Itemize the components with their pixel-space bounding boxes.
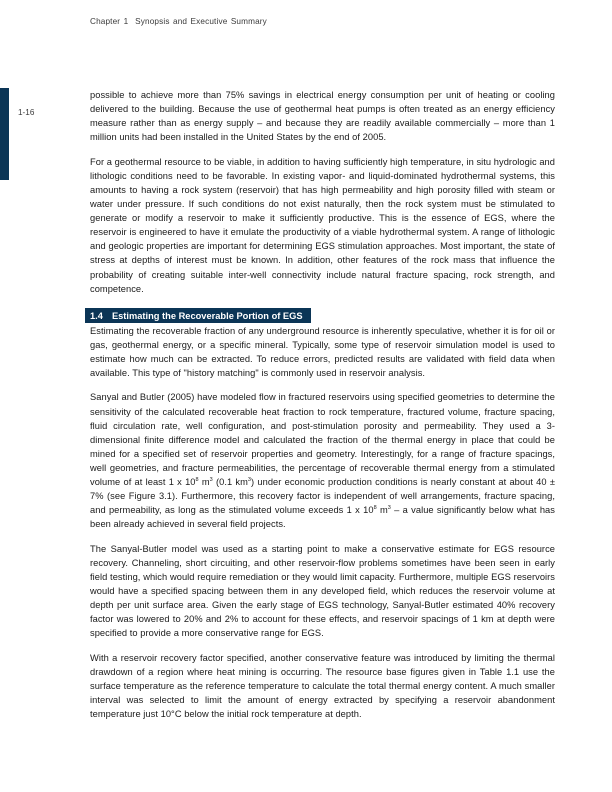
superscript: 3	[247, 477, 252, 484]
page-number: 1-16	[18, 108, 35, 117]
superscript: 8	[373, 505, 377, 512]
paragraph-sanyal-butler: Sanyal and Butler (2005) have modeled flow in fractured reservoirs using specified geometries to determine the sensitivity of the calculated recoverable heat fraction to rock temperature, fractured volume, fracture spacing, fluid circulation rate, well configuration, and post-stimulation porosity and permeability. They used a 3-dimensional finite difference model and calculated the fraction of the thermal energy in place that could be mined for a specified set of reservoir properties and geometry. Interestingly, for a range of fracture spacings, well geometries, and fracture permeabilities, the percentage of recoverable thermal energy from a stimulated volume of at least 1 x $10^8$ $m^3$ (0.1 $km^3$) under economic production conditions is nearly constant at about 40 ± 7% (see Figure 3.1). Furthermore, this recovery factor is independent of well arrangements, fracture spacing, and permeability, as long as the stimulated volume exceeds 1 x $10^8$ $m^3$ – a value significantly below what has been already achieved in several field projects.	[90, 392, 555, 530]
running-header	[90, 17, 267, 26]
paragraph-conservative-estimate: The Sanyal-Butler model was used as a starting point to make a conservative estimate for EGS resource recovery. Channeling, short circuiting, and other reservoir-flow problems sometimes have been seen in early field testing, which would require remediation or they would limit capacity. Furthermore, multiple EGS reservoirs would have a specified spacing between them in any developed field, which reduces the reservoir volume at depth per unit surface area. Given the early stage of EGS technology, Sanyal-Butler estimated 40% recovery factor was lowered to 20% and 2% to account for these effects, and reservoir spacings of 1 km at depth were specified to provide a more conservative range for EGS.	[90, 543, 555, 639]
superscript: 3	[209, 477, 213, 484]
chapter-title: Synopsis and Executive Summary	[135, 17, 267, 26]
chapter-label: Chapter 1	[90, 17, 129, 26]
paragraph-thermal-drawdown: With a reservoir recovery factor specified, another conservative feature was introduced by limiting the thermal drawdown of a region where heat mining is occurring. The resource base figures given in Table 1.1 use the surface temperature as the reference temperature to calculate the total thermal energy content. A much smaller interval was selected to limit the amount of energy extracted by specifying a reservoir abandonment temperature just 10°C below the initial rock temperature at depth.	[90, 652, 555, 720]
section-title: Estimating the Recoverable Portion of EGS	[111, 310, 303, 321]
paragraph-resource-viability: For a geothermal resource to be viable, in addition to having sufficiently high temperature, in situ hydrologic and lithologic conditions need to be favorable. In existing vapor- and liquid-dominated hydrothermal systems, this amounts to having a rock system (reservoir) that has high permeability and high porosity filled with steam or water under pressure. If such conditions do not exist naturally, then the rock system must be stimulated to generate or modify a reservoir to make it sufficiently productive. This is the essence of EGS, where the reservoir is engineered to have it emulate the productivity of a viable hydrothermal system. A range of lithologic and geologic properties are important for determining EGS stimulation approaches. Most important, the state of stress at depths of interest must be known. In addition, other features of the rock mass that influence the probability of creating suitable inter-well connectivity include natural fracture spacing, rock strength, and competence.	[90, 156, 555, 294]
superscript: 8	[195, 477, 199, 484]
page-body	[90, 88, 555, 721]
superscript: 3	[387, 505, 391, 512]
paragraph-estimating-fraction: Estimating the recoverable fraction of any underground resource is inherently speculative, whether it is for oil or gas, geothermal energy, or a specific mineral. Typically, some type of reservoir simulation model is used to estimate how much can be extracted. To reduce errors, predicted results are validated with field data when available. This type of "history matching" is commonly used in reservoir analysis.	[90, 325, 555, 378]
section-heading	[85, 308, 311, 323]
section-number: 1.4	[90, 310, 103, 321]
page-edge-accent-bar	[0, 88, 9, 180]
paragraph-heat-pumps: possible to achieve more than 75% savings in electrical energy consumption per unit of heating or cooling delivered to the building. Because the use of geothermal heat pumps is often treated as an energy efficiency measure rather than as energy supply – and because they are readily available commercially – more than 1 million units had been installed in the United States by the end of 2005.	[90, 90, 555, 143]
